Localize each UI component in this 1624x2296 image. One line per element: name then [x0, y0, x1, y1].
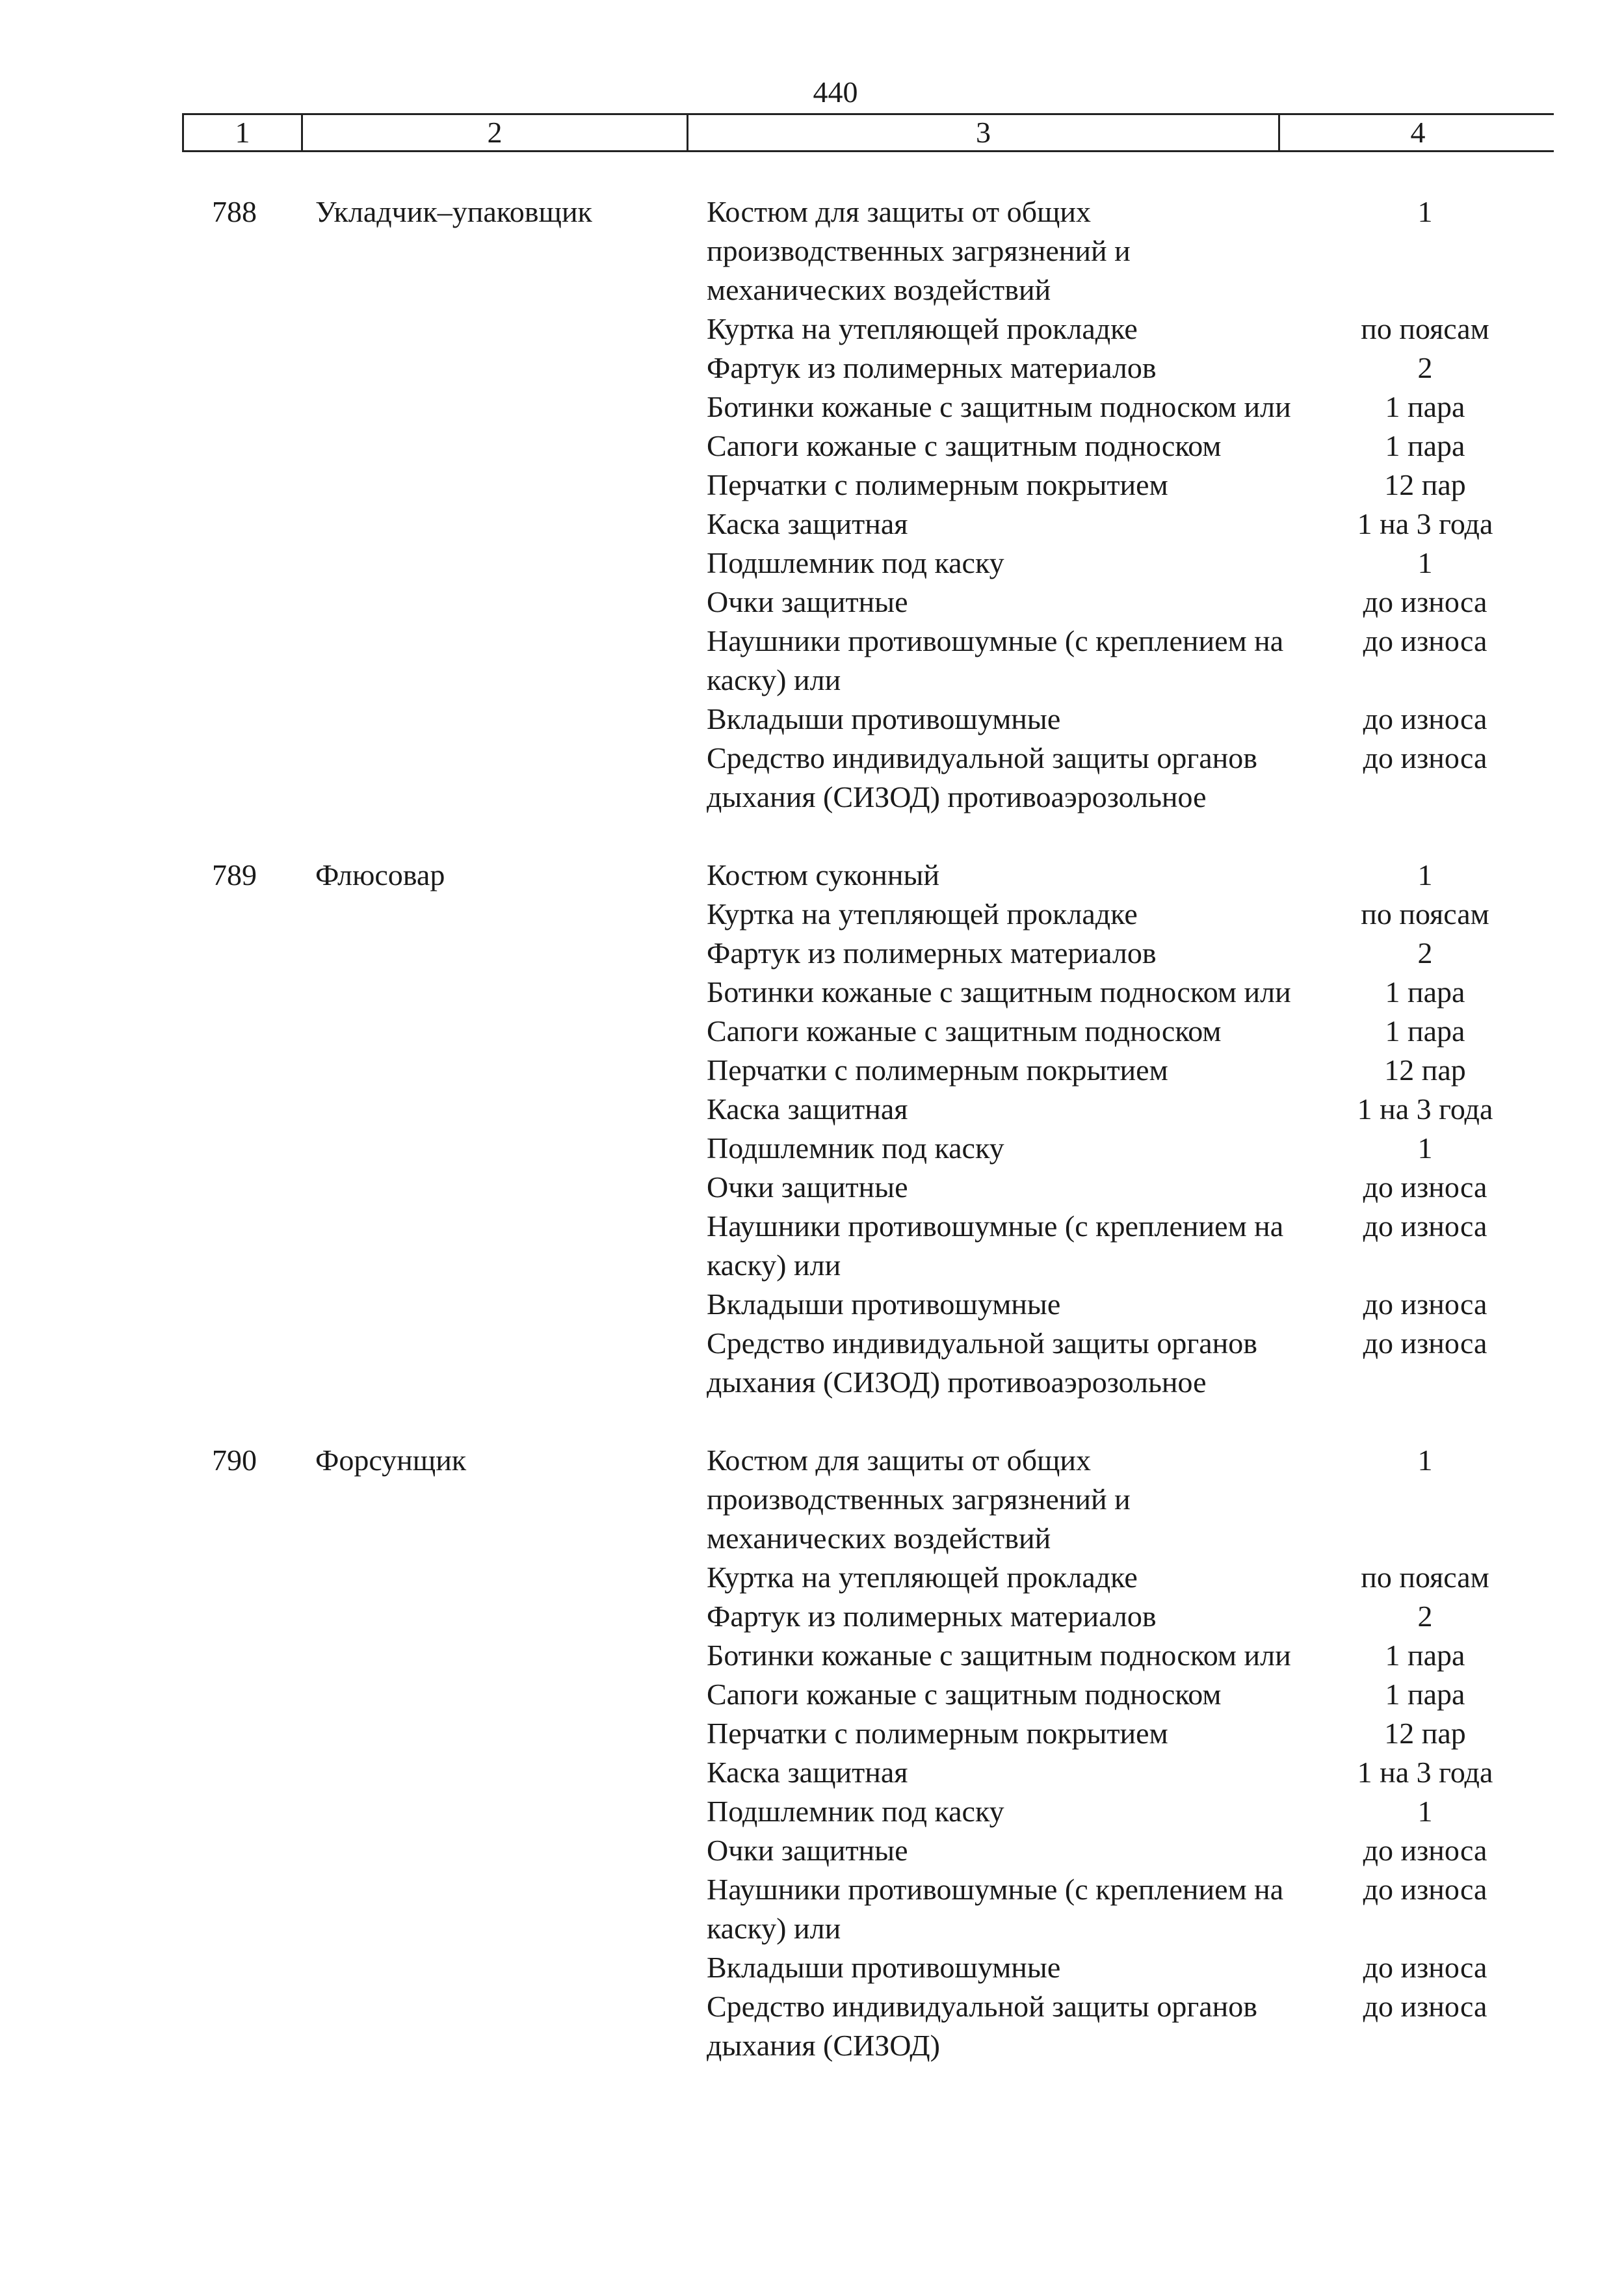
ppe-item-row — [707, 427, 1552, 466]
ppe-item-row — [707, 1870, 1552, 1948]
ppe-item-name: Куртка на утепляющей прокладке — [707, 1561, 1138, 1594]
entry-profession: Флюсовар — [315, 858, 445, 891]
ppe-item-name: Каска защитная — [707, 1756, 908, 1789]
ppe-item-name: Сапоги кожаные с защитным подноском — [707, 429, 1222, 462]
page-number: 440 — [813, 75, 858, 109]
entry-number: 789 — [212, 858, 257, 891]
ppe-item-name: Куртка на утепляющей прокладке — [707, 312, 1138, 345]
header-col-3: 3 — [976, 116, 991, 149]
ppe-item-quantity: 1 на 3 года — [1357, 507, 1493, 540]
profession-entry — [0, 192, 1624, 817]
ppe-item-quantity: до износа — [1363, 1834, 1487, 1867]
ppe-item-name: Очки защитные — [707, 1170, 908, 1204]
header-col-4: 4 — [1410, 116, 1426, 149]
ppe-item-row — [707, 934, 1552, 973]
ppe-item-name: Фартук из полимерных материалов — [707, 1600, 1157, 1633]
ppe-item-quantity: до износа — [1363, 1326, 1487, 1360]
entry-profession: Укладчик–упаковщик — [315, 195, 592, 228]
ppe-item-quantity: 1 — [1417, 1131, 1433, 1165]
ppe-item-row — [707, 1168, 1552, 1207]
ppe-item-quantity: 2 — [1417, 1600, 1433, 1633]
ppe-item-row — [707, 739, 1552, 817]
ppe-item-quantity: по поясам — [1361, 897, 1489, 930]
ppe-item-name: Костюм для защиты от общих производственных загрязнений и механических воздействий — [707, 1444, 1131, 1555]
ppe-item-row — [707, 1675, 1552, 1714]
ppe-item-name: Фартук из полимерных материалов — [707, 936, 1157, 970]
ppe-item-quantity: 1 — [1417, 546, 1433, 579]
ppe-item-name: Ботинки кожаные с защитным подноском или — [707, 390, 1291, 423]
ppe-item-name: Очки защитные — [707, 1834, 908, 1867]
ppe-item-name: Сапоги кожаные с защитным подноском — [707, 1014, 1222, 1048]
ppe-item-row — [707, 1012, 1552, 1051]
ppe-item-row — [707, 310, 1552, 349]
ppe-items-list — [707, 1441, 1552, 2065]
ppe-item-row — [707, 1714, 1552, 1753]
ppe-item-quantity: до износа — [1363, 624, 1487, 657]
ppe-item-name: Каска защитная — [707, 1092, 908, 1126]
ppe-item-name: Ботинки кожаные с защитным подноском или — [707, 1639, 1291, 1672]
ppe-item-row — [707, 544, 1552, 583]
ppe-item-quantity: 1 пара — [1385, 390, 1465, 423]
ppe-item-row — [707, 973, 1552, 1012]
ppe-item-row — [707, 1441, 1552, 1558]
ppe-item-row — [707, 700, 1552, 739]
ppe-item-name: Каска защитная — [707, 507, 908, 540]
ppe-item-quantity: 12 пар — [1384, 468, 1466, 501]
ppe-item-row — [707, 856, 1552, 895]
ppe-item-quantity: 1 пара — [1385, 1639, 1465, 1672]
ppe-item-row — [707, 1636, 1552, 1675]
ppe-item-row — [707, 1948, 1552, 1987]
ppe-item-name: Перчатки с полимерным покрытием — [707, 468, 1168, 501]
ppe-item-name: Подшлемник под каску — [707, 546, 1004, 579]
ppe-item-row — [707, 1597, 1552, 1636]
ppe-item-row — [707, 505, 1552, 544]
ppe-item-name: Фартук из полимерных материалов — [707, 351, 1157, 384]
ppe-item-quantity: до износа — [1363, 1873, 1487, 1906]
ppe-item-name: Перчатки с полимерным покрытием — [707, 1053, 1168, 1087]
ppe-item-row — [707, 466, 1552, 505]
ppe-item-quantity: 1 — [1417, 1795, 1433, 1828]
ppe-item-name: Костюм суконный — [707, 858, 940, 891]
entry-profession: Форсунщик — [315, 1444, 467, 1477]
ppe-item-row — [707, 1207, 1552, 1285]
ppe-item-row — [707, 192, 1552, 310]
ppe-item-row — [707, 1285, 1552, 1324]
ppe-item-quantity: 1 на 3 года — [1357, 1756, 1493, 1789]
entry-number: 788 — [212, 195, 257, 228]
ppe-item-row — [707, 1987, 1552, 2065]
ppe-item-row — [707, 583, 1552, 622]
ppe-item-quantity: 1 пара — [1385, 975, 1465, 1009]
ppe-item-quantity: 1 пара — [1385, 429, 1465, 462]
ppe-item-quantity: 2 — [1417, 936, 1433, 970]
ppe-item-row — [707, 1753, 1552, 1792]
ppe-item-row — [707, 895, 1552, 934]
ppe-item-quantity: до износа — [1363, 1951, 1487, 1984]
ppe-item-row — [707, 1129, 1552, 1168]
ppe-item-name: Подшлемник под каску — [707, 1131, 1004, 1165]
ppe-item-name: Наушники противошумные (с креплением на каску) или — [707, 1873, 1284, 1945]
entry-number: 790 — [212, 1444, 257, 1477]
ppe-item-name: Наушники противошумные (с креплением на каску) или — [707, 624, 1284, 696]
ppe-items-list — [707, 856, 1552, 1402]
ppe-item-row — [707, 1051, 1552, 1090]
profession-entry — [0, 1441, 1624, 2065]
ppe-item-quantity: 1 пара — [1385, 1678, 1465, 1711]
ppe-item-name: Костюм для защиты от общих производственных загрязнений и механических воздействий — [707, 195, 1131, 306]
ppe-item-name: Подшлемник под каску — [707, 1795, 1004, 1828]
ppe-item-name: Ботинки кожаные с защитным подноском или — [707, 975, 1291, 1009]
ppe-item-quantity: по поясам — [1361, 312, 1489, 345]
ppe-item-name: Вкладыши противошумные — [707, 702, 1061, 735]
ppe-item-name: Перчатки с полимерным покрытием — [707, 1717, 1168, 1750]
ppe-item-row — [707, 1090, 1552, 1129]
entries-list — [0, 192, 1624, 2104]
header-col-1: 1 — [235, 116, 250, 149]
header-col-2: 2 — [487, 116, 503, 149]
ppe-item-name: Вкладыши противошумные — [707, 1951, 1061, 1984]
ppe-item-quantity: до износа — [1363, 1287, 1487, 1321]
table-header — [182, 113, 1554, 152]
ppe-item-row — [707, 388, 1552, 427]
ppe-item-quantity: 1 — [1417, 1444, 1433, 1477]
ppe-item-quantity: 12 пар — [1384, 1717, 1466, 1750]
ppe-item-row — [707, 1324, 1552, 1402]
ppe-item-quantity: 1 — [1417, 195, 1433, 228]
ppe-item-quantity: 2 — [1417, 351, 1433, 384]
ppe-item-quantity: до износа — [1363, 702, 1487, 735]
ppe-item-name: Средство индивидуальной защиты органов дыхания (СИЗОД) противоаэрозольное — [707, 1326, 1257, 1399]
ppe-item-name: Наушники противошумные (с креплением на каску) или — [707, 1209, 1284, 1282]
ppe-item-quantity: до износа — [1363, 585, 1487, 618]
ppe-item-quantity: до износа — [1363, 1209, 1487, 1243]
ppe-item-row — [707, 1792, 1552, 1831]
ppe-item-row — [707, 622, 1552, 700]
ppe-item-quantity: 1 пара — [1385, 1014, 1465, 1048]
ppe-item-row — [707, 1831, 1552, 1870]
ppe-items-list — [707, 192, 1552, 817]
ppe-item-row — [707, 349, 1552, 388]
ppe-item-name: Очки защитные — [707, 585, 908, 618]
ppe-item-quantity: 1 — [1417, 858, 1433, 891]
profession-entry — [0, 856, 1624, 1402]
ppe-item-name: Средство индивидуальной защиты органов дыхания (СИЗОД) — [707, 1990, 1257, 2062]
ppe-item-row — [707, 1558, 1552, 1597]
ppe-item-name: Средство индивидуальной защиты органов дыхания (СИЗОД) противоаэрозольное — [707, 741, 1257, 813]
ppe-item-quantity: 12 пар — [1384, 1053, 1466, 1087]
ppe-item-quantity: до износа — [1363, 741, 1487, 774]
ppe-item-name: Сапоги кожаные с защитным подноском — [707, 1678, 1222, 1711]
ppe-item-name: Куртка на утепляющей прокладке — [707, 897, 1138, 930]
ppe-item-quantity: по поясам — [1361, 1561, 1489, 1594]
ppe-item-quantity: до износа — [1363, 1170, 1487, 1204]
ppe-item-quantity: до износа — [1363, 1990, 1487, 2023]
ppe-item-quantity: 1 на 3 года — [1357, 1092, 1493, 1126]
ppe-item-name: Вкладыши противошумные — [707, 1287, 1061, 1321]
